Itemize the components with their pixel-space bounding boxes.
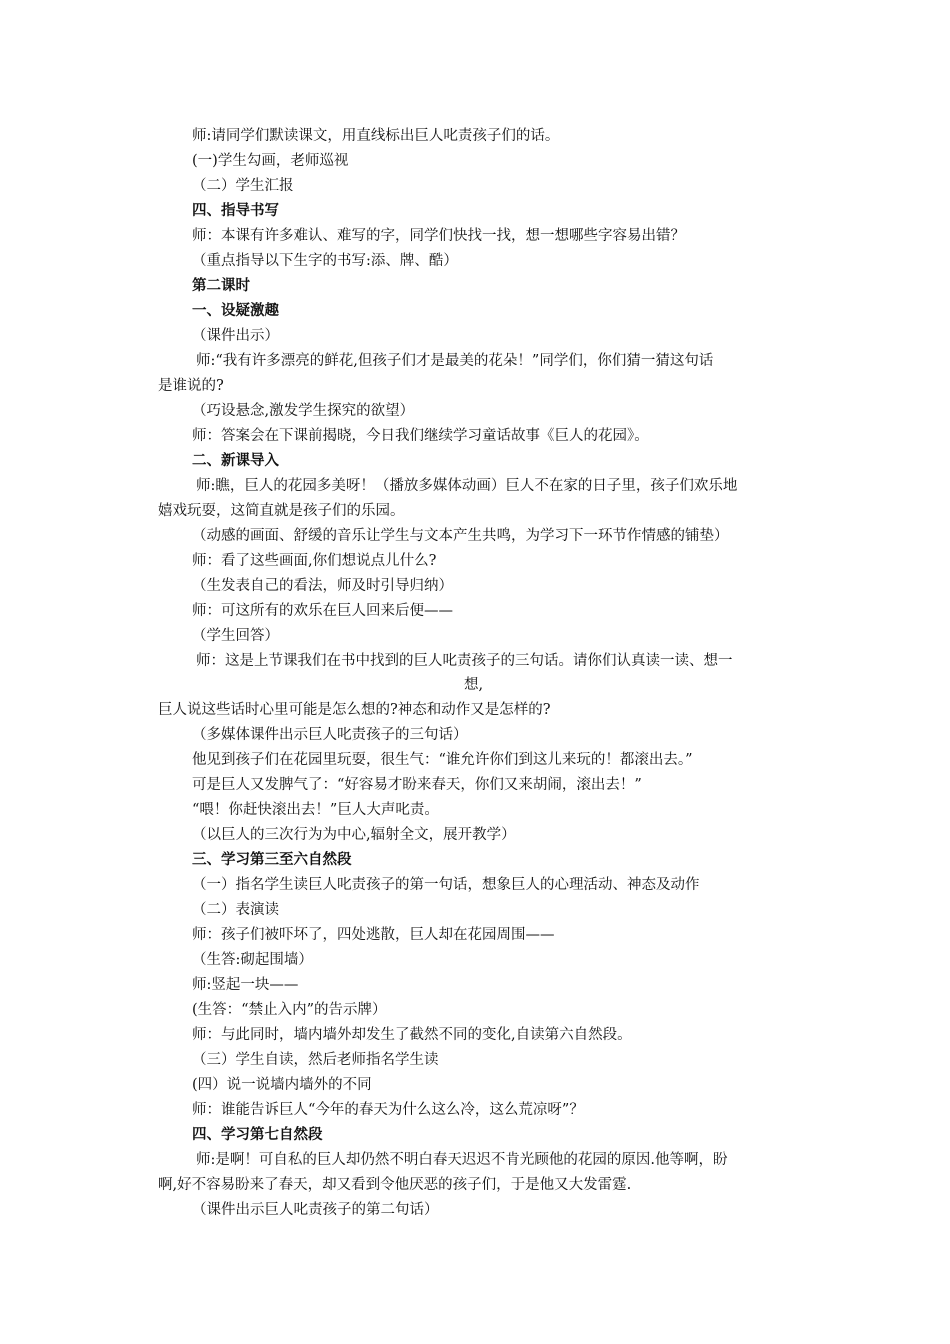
section-heading: 二、新课导入 [192,453,279,469]
text-line: （学生回答） [192,628,279,644]
text-line: 师：答案会在下课前揭晓，今日我们继续学习童话故事《巨人的花园》。 [192,428,649,444]
text-line: (一)学生勾画，老师巡视 [192,153,349,169]
text-line: 师:是啊！可自私的巨人却仍然不明白春天迟迟不肯光顾他的花园的原因.他等啊，盼 [196,1152,728,1168]
text-line: (四）说一说墙内墙外的不同 [192,1077,372,1093]
text-line: 可是巨人又发脾气了：“好容易才盼来春天，你们又来胡闹，滚出去！” [192,777,642,793]
text-line: （多媒体课件出示巨人叱责孩子的三句话） [192,727,468,743]
text-line: （以巨人的三次行为为中心,辐射全文，展开教学） [192,827,516,843]
text-line: （生发表自己的看法，师及时引导归纳） [192,578,453,594]
text-line: 师：谁能告诉巨人“今年的春天为什么这么冷，这么荒凉呀”？ [192,1102,584,1118]
text-line: 是谁说的? [158,378,224,394]
text-line: （巧设悬念,激发学生探究的欲望） [192,403,415,419]
text-line: （生答:砌起围墙） [192,952,313,968]
text-line: 师:竖起一块—— [192,977,299,993]
text-line: （一）指名学生读巨人叱责孩子的第一句话，想象巨人的心理活动、神态及动作 [192,877,700,893]
text-line: 想, [464,677,484,693]
text-line: （课件出示） [192,328,279,344]
text-line: 师:“我有许多漂亮的鲜花,但孩子们才是最美的花朵！”同学们，你们猜一猜这句话 [196,353,714,369]
text-line: 师：看了这些画面,你们想说点儿什么? [192,553,437,569]
text-line: 他见到孩子们在花园里玩耍，很生气：“谁允许你们到这儿来玩的！都滚出去。” [192,752,693,768]
text-line: 师:瞧，巨人的花园多美呀！（播放多媒体动画）巨人不在家的日子里，孩子们欢乐地 [196,478,738,494]
text-line: 师：这是上节课我们在书中找到的巨人叱责孩子的三句话。请你们认真读一读、想一 [196,653,733,669]
lesson-heading: 第二课时 [192,278,250,294]
text-line: 啊,好不容易盼来了春天，却又看到令他厌恶的孩子们，于是他又大发雷霆. [158,1177,632,1193]
text-line: （二）学生汇报 [192,178,294,194]
section-heading: 四、指导书写 [192,203,279,219]
text-line: 师：孩子们被吓坏了，四处逃散，巨人却在花园周围—— [192,927,555,943]
text-line: （课件出示巨人叱责孩子的第二句话） [192,1202,439,1218]
text-line: 巨人说这些话时心里可能是怎么想的?神态和动作又是怎样的? [158,702,551,718]
text-line: 师：与此同时，墙内墙外却发生了截然不同的变化,自读第六自然段。 [192,1027,632,1043]
text-line: “喂！你赶快滚出去！”巨人大声叱责。 [192,802,439,818]
text-line: （三）学生自读，然后老师指名学生读 [192,1052,439,1068]
text-line: (生答：“禁止入内”的告示牌） [192,1002,387,1018]
section-heading: 一、设疑激趣 [192,303,279,319]
text-line: （动感的画面、舒缓的音乐让学生与文本产生共鸣，为学习下一环节作情感的铺垫） [192,528,729,544]
text-line: 师：可这所有的欢乐在巨人回来后便—— [192,603,453,619]
text-line: （二）表演读 [192,902,279,918]
text-line: 师:请同学们默读课文，用直线标出巨人叱责孩子们的话。 [192,128,560,144]
section-heading: 三、学习第三至六自然段 [192,852,352,868]
text-line: 嬉戏玩耍，这简直就是孩子们的乐园。 [158,503,405,519]
text-line: （重点指导以下生字的书写:添、牌、酷） [192,253,458,269]
text-line: 师：本课有许多难认、难写的字，同学们快找一找，想一想哪些字容易出错？ [192,228,685,244]
section-heading: 四、学习第七自然段 [192,1127,323,1143]
